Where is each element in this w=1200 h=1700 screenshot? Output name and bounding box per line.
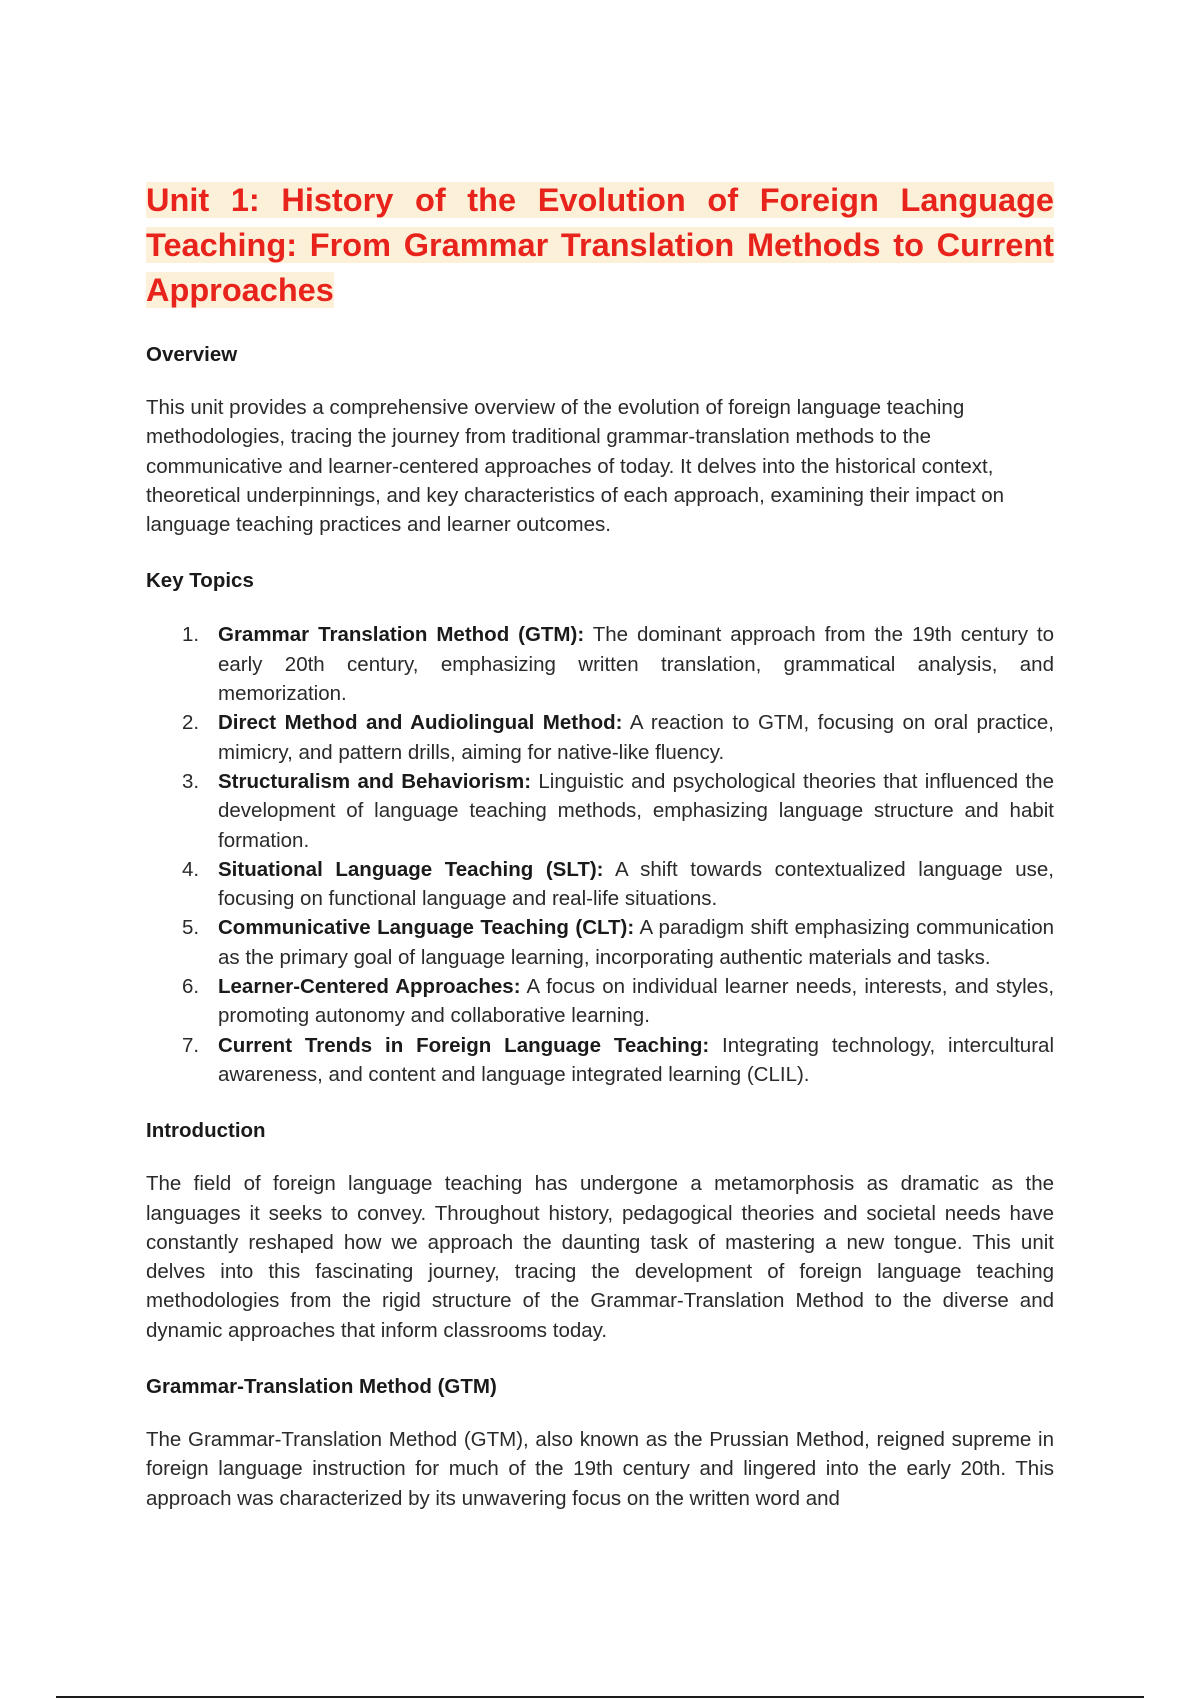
key-topics-list [146, 620, 1054, 1089]
unit-title [146, 178, 1054, 313]
topic-term: Situational Language Teaching (SLT): [218, 857, 604, 881]
topic-term: Direct Method and Audiolingual Method: [218, 711, 623, 735]
key-topic-item [146, 620, 1054, 708]
topic-description: A focus on individual learner needs, interests, and styles, promoting autonomy and collaborative learning. [218, 975, 1055, 1028]
topic-description: The dominant approach from the 19th century to early 20th century, emphasizing written translation, grammatical analysis, and memorization. [218, 623, 1054, 706]
key-topic-item [146, 767, 1054, 855]
list-number: 7. [182, 1033, 200, 1057]
introduction-heading: Introduction [146, 1119, 266, 1143]
topic-description: Linguistic and psychological theories that influenced the development of language teaching methods, emphasizing language structure and habit formation. [218, 769, 1054, 852]
key-topics-heading: Key Topics [146, 569, 254, 593]
topic-term: Grammar Translation Method (GTM): [218, 623, 585, 647]
topic-description: Integrating technology, intercultural awareness, and content and language integrated learning (CLIL). [218, 1033, 1054, 1086]
list-number: 2. [182, 711, 200, 735]
gtm-paragraph: The Grammar-Translation Method (GTM), also known as the Prussian Method, reigned supreme in foreign language instruction for much of the 19th century and lingered into the early 20th. This approach was characterized by its unwavering focus on the written word and [146, 1428, 1054, 1510]
list-number: 1. [182, 623, 200, 647]
topic-description: A shift towards contextualized language use, focusing on functional language and real-life situations. [218, 857, 1054, 911]
topic-description: A reaction to GTM, focusing on oral practice, mimicry, and pattern drills, aiming for native-like fluency. [218, 711, 1055, 764]
document-page [146, 178, 1054, 1513]
topic-term: Learner-Centered Approaches: [218, 975, 521, 999]
overview-heading: Overview [146, 343, 238, 366]
list-number: 4. [182, 857, 200, 881]
page-bottom-rule [56, 1696, 1144, 1698]
key-topic-item [146, 913, 1054, 972]
overview-paragraph: This unit provides a comprehensive overview of the evolution of foreign language teaching methodologies, tracing the journey from traditional grammar-translation methods to the communicative and learner-centered approaches of today. It delves into the historical context, theoretical underpinnings, and key characteristics of each approach, examining their impact on language teaching practices and learner outcomes. [146, 396, 1005, 537]
gtm-heading: Grammar-Translation Method (GTM) [146, 1375, 497, 1399]
introduction-paragraph: The field of foreign language teaching has undergone a metamorphosis as dramatic as the languages it seeks to convey. Throughout history, pedagogical theories and societal needs have constantly reshaped how we approach the daunting task of mastering a new tongue. This unit delves into this fascinating journey, tracing the development of foreign language teaching methodologies from the rigid structure of the Grammar-Translation Method to the diverse and dynamic approaches that inform classrooms today. [146, 1172, 1054, 1342]
topic-term: Current Trends in Foreign Language Teaching: [218, 1033, 710, 1057]
topic-term: Communicative Language Teaching (CLT): [218, 916, 635, 940]
topic-term: Structuralism and Behaviorism: [218, 769, 532, 793]
topic-description: A paradigm shift emphasizing communication as the primary goal of language learning, incorporating authentic materials and tasks. [218, 916, 1055, 969]
key-topic-item [146, 855, 1054, 914]
list-number: 6. [182, 975, 200, 999]
list-number: 5. [182, 916, 200, 940]
unit-title-text: Unit 1: History of the Evolution of Foreign Language Teaching: From Grammar Translation Methods to Current Approaches [146, 182, 1054, 308]
key-topic-item [146, 708, 1054, 767]
key-topic-item [146, 1031, 1054, 1090]
key-topic-item [146, 972, 1054, 1031]
list-number: 3. [182, 769, 200, 793]
